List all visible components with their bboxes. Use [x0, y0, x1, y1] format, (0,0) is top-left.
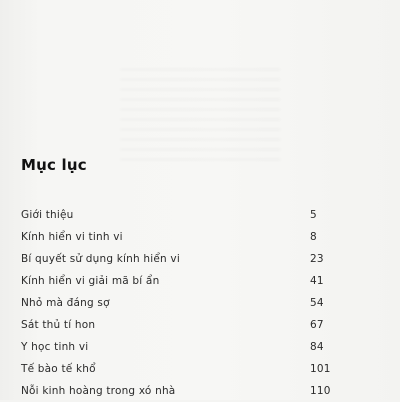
toc-entry-page: 110 — [310, 385, 331, 397]
toc-entry — [21, 204, 341, 226]
toc-entry — [21, 248, 341, 270]
bleed-through-text — [120, 60, 280, 160]
toc-entry-page: 54 — [310, 297, 324, 309]
toc-entry — [21, 292, 341, 314]
toc-entry — [21, 270, 341, 292]
toc-entry — [21, 314, 341, 336]
toc-entry-page: 41 — [310, 275, 324, 287]
toc-entry — [21, 358, 341, 380]
toc-entry-title: Bí quyết sử dụng kính hiển vi — [21, 253, 180, 265]
toc-entry-title: Kính hiển vi giải mã bí ẩn — [21, 275, 160, 287]
toc-entry — [21, 226, 341, 248]
toc-entry — [21, 380, 341, 402]
toc-entry-page: 67 — [310, 319, 324, 331]
toc-entry-page: 8 — [310, 231, 317, 243]
toc-entry — [21, 336, 341, 358]
toc-entry-title: Giới thiệu — [21, 209, 74, 221]
toc-entry-title: Y học tinh vi — [21, 341, 89, 353]
toc-list — [21, 204, 341, 402]
toc-title: Mục lục — [21, 156, 87, 174]
toc-entry-title: Tế bào tế khổ — [21, 363, 96, 375]
toc-entry-page: 23 — [310, 253, 324, 265]
toc-entry-title: Kính hiển vi tinh vi — [21, 231, 123, 243]
toc-entry-title: Nỗi kinh hoàng trong xó nhà — [21, 385, 176, 397]
toc-entry-page: 101 — [310, 363, 331, 375]
toc-entry-title: Sát thủ tí hon — [21, 319, 96, 331]
toc-entry-page: 84 — [310, 341, 324, 353]
toc-entry-title: Nhỏ mà đáng sợ — [21, 297, 110, 309]
toc-entry-page: 5 — [310, 209, 317, 221]
